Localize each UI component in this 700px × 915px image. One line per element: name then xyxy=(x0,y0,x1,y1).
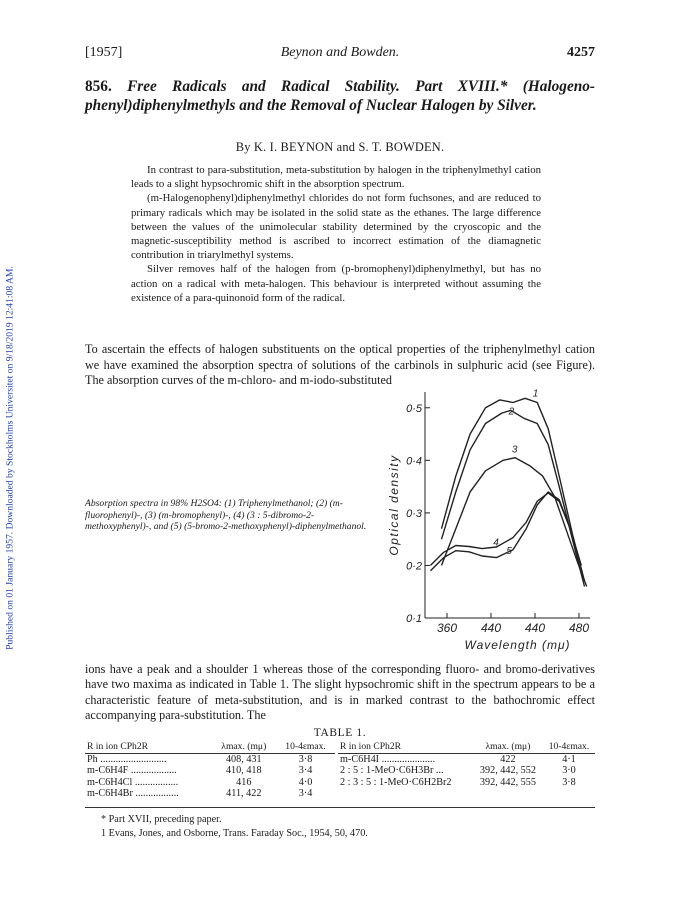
table-1-left xyxy=(85,741,335,800)
header-page-number: 4257 xyxy=(567,45,595,60)
table-cell: 4·1 xyxy=(562,753,576,765)
abstract-paragraph: Silver removes half of the halogen from (p-bromophenyl)diphenylmethyl, but has no action on a radical with meta-halogen. This behaviour is interpreted without assuming the existence of a para-quinonoid form of the radical. xyxy=(131,263,541,304)
download-notice-text: Published on 01 January 1957. Downloaded by Stockholms Universitet on 9/18/2019 12:41:08 AM. xyxy=(4,266,16,650)
chart-x-tick-label: 480 xyxy=(568,621,590,635)
chart-series-label: 3 xyxy=(511,444,518,456)
chart-series-label: 5 xyxy=(506,545,512,557)
table-cell: Ph .......................... xyxy=(87,753,167,765)
absorption-spectra-chart xyxy=(385,382,595,660)
table-header-cell: λmax. (mμ) xyxy=(473,741,543,753)
table-cell: 392, 442, 555 xyxy=(479,776,536,788)
header-year: [1957] xyxy=(85,45,123,60)
chart-series xyxy=(431,389,587,587)
chart-series-label: 1 xyxy=(532,388,539,400)
table-cell: 422 xyxy=(500,753,516,765)
table-body xyxy=(338,753,595,788)
table-1-right xyxy=(338,741,595,788)
table-cell: 416 xyxy=(236,776,252,788)
chart-series-label: 4 xyxy=(493,537,499,549)
chart-x-tick-label: 440 xyxy=(480,621,502,635)
table-cell: 410, 418 xyxy=(225,765,262,777)
table-row xyxy=(85,788,335,800)
intro-paragraph: To ascertain the effects of halogen substituents on the optical properties of the triphenylmethyl cation we have examined the absorption spectra of solutions of the carbinols in sulphuric acid (see Figure). The absorption curves of the m-chloro- and m-iodo-substituted xyxy=(85,342,595,388)
chart-y-tick-label: 0·1 xyxy=(406,613,422,625)
article-title: Free Radicals and Radical Stability. Part XVIII.* (Halogeno-phenyl)diphenylmethyls and the Removal of Nuclear Halogen by Silver. xyxy=(85,78,595,114)
table-body xyxy=(85,753,335,800)
table-cell: m-C6H4F .................. xyxy=(87,765,177,777)
table-row xyxy=(85,777,335,789)
chart-y-tick-label: 0·5 xyxy=(406,402,422,415)
table-row xyxy=(85,765,335,777)
body-paragraph: ions have a peak and a shoulder 1 whereas those of the corresponding fluoro- and bromo-derivatives have two maxima as indicated in Table 1. The slight hypsochromic shift in the spectrum appears to be a characteristic feature of meta-substitution, and is in marked contrast to the bathochromic effect accompanying para-substitution. The xyxy=(85,662,595,723)
table-cell: 3·4 xyxy=(298,765,313,777)
table-cell: m-C6H4Cl ................. xyxy=(87,776,179,788)
table-cell: 3·4 xyxy=(298,788,313,800)
article-number: 856. xyxy=(85,78,112,95)
table-cell: 411, 422 xyxy=(226,788,262,800)
header-running-title: Beynon and Bowden. xyxy=(280,45,400,60)
chart-y-tick-label: 0·2 xyxy=(406,560,422,573)
table-header-row xyxy=(338,741,595,753)
table-row xyxy=(85,753,335,765)
chart-y-tick-label: 0·4 xyxy=(406,455,422,468)
footnote: * Part XVII, preceding paper. xyxy=(101,814,222,825)
table-cell: 4·0 xyxy=(298,776,313,788)
chart-y-tick-label: 0·3 xyxy=(406,507,422,520)
table-cell: 2 : 3 : 5 : 1-MeO·C6H2Br2 xyxy=(340,776,452,788)
chart-series-line-2 xyxy=(442,410,585,586)
chart-series-line-1 xyxy=(442,398,585,581)
table-cell: 3·0 xyxy=(562,765,576,777)
table-cell: m-C6H4Br ................. xyxy=(87,788,179,800)
table-cell: 408, 431 xyxy=(225,753,262,765)
abstract-paragraph: In contrast to para-substitution, meta-substitution by halogen in the triphenylmethyl cation leads to a slight hypsochromic shift in the absorption spectrum. xyxy=(131,164,541,191)
table-header-row xyxy=(85,741,335,753)
table-header-cell: R in ion CPh2R xyxy=(85,741,211,753)
table-row xyxy=(338,753,595,765)
footnotes xyxy=(101,813,595,841)
running-header xyxy=(85,45,595,63)
footnote-rule xyxy=(85,807,595,808)
table-header-cell: R in ion CPh2R xyxy=(338,741,473,753)
table-cell: m-C6H4I ..................... xyxy=(340,753,436,765)
footnote: 1 Evans, Jones, and Osborne, Trans. Faraday Soc., 1954, 50, 470. xyxy=(101,828,368,839)
chart-series-line-5 xyxy=(431,492,582,571)
figure-caption: Absorption spectra in 98% H2SO4: (1) Triphenylmethanol; (2) (m-fluorophenyl)-, (3) (m-bromophenyl)-, (4) (3 : 5-dibromo-2-methoxyphenyl)-, and (5) (5-bromo-2-methoxyphenyl)-diphenylmethanol. xyxy=(85,498,367,533)
table-title: TABLE 1. xyxy=(313,727,367,739)
chart-x-axis-label: Wavelength (mμ) xyxy=(464,638,571,652)
authors-line: By K. I. BEYNON and S. T. BOWDEN. xyxy=(235,140,445,154)
article-title-block xyxy=(85,77,595,115)
table-header-cell: λmax. (mμ) xyxy=(211,741,276,753)
chart-series-label: 2 xyxy=(508,406,515,418)
table-cell: 2 : 5 : 1-MeO·C6H3Br ... xyxy=(340,765,444,777)
table-row xyxy=(338,765,595,777)
table-header-cell: 10-4εmax. xyxy=(543,741,595,753)
chart-x-tick-label: 360 xyxy=(436,621,458,635)
download-notice-sidebar xyxy=(0,0,20,915)
table-cell: 3·8 xyxy=(562,776,576,788)
abstract-paragraph: (m-Halogenophenyl)diphenylmethyl chlorides do not form fuchsones, and are reduced to primary radicals which may be isolated in the solid state as the ethanes. The large difference between the values of the unimolecular stability determined by the cryoscopic and the magnetic-susceptibility method is ascribed to incorrect estimation of the diamagnetic contribution in triarylmethyl systems. xyxy=(131,192,541,262)
chart-x-tick-label: 440 xyxy=(524,621,546,635)
abstract xyxy=(131,163,541,305)
chart-series-line-3 xyxy=(442,458,587,587)
table-cell: 3·8 xyxy=(298,753,313,765)
table-header-cell: 10-4εmax. xyxy=(276,741,335,753)
table-cell: 392, 442, 552 xyxy=(479,765,536,777)
chart-y-axis-label: Optical density xyxy=(387,454,401,556)
table-row xyxy=(338,777,595,789)
